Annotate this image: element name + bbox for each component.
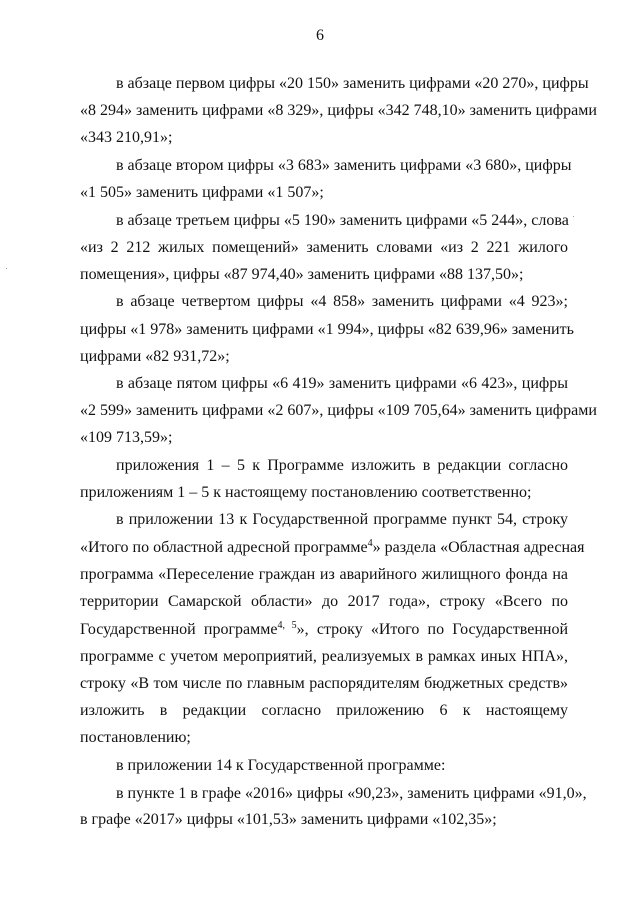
scan-speck [573,216,574,217]
text-line: цифры «1 978» заменить цифрами «1 994», цифры «82 639,96» заменить [80,321,574,338]
text-line: приложениям 1 – 5 к настоящему постановлению соответственно; [80,484,532,501]
scan-speck [6,268,7,269]
text-line: в абзаце пятом цифры «6 419» заменить цифрами «6 423», цифры [116,375,568,392]
text-line: в пункте 1 в графе «2016» цифры «90,23», заменить цифрами «91,0», [116,785,587,802]
text-line: программе с учетом мероприятий, реализуемых в рамках иных НПА», [80,648,568,665]
text-run: «Итого по областной адресной программе [80,539,368,556]
text-line: в абзаце третьем цифры «5 190» заменить цифрами «5 244», слова [116,212,569,229]
text-line: программа «Переселение граждан из аварийного жилищного фонда на [80,566,568,583]
text-line: «8 294» заменить цифрами «8 329», цифры «342 748,10» заменить цифрами [80,102,597,119]
text-line: постановлению; [80,729,191,746]
text-line: в графе «2017» цифры «101,53» заменить цифрами «102,35»; [80,811,497,828]
text-line: «из 2 212 жилых помещений» заменить словами «из 2 221 жилого [80,239,568,256]
text-line: в абзаце первом цифры «20 150» заменить цифрами «20 270», цифры [116,75,589,92]
text-line: строку «В том числе по главным распорядителям бюджетных средств» [80,675,568,692]
text-line: в абзаце четвертом цифры «4 858» заменить цифрами «4 923»; [116,293,568,310]
text-line: изложить в редакции согласно приложению 6 к настоящему [80,702,568,719]
text-line: приложения 1 – 5 к Программе изложить в редакции согласно [116,457,568,474]
text-line: «1 505» заменить цифрами «1 507»; [80,184,324,201]
text-line: цифрами «82 931,72»; [80,348,230,365]
text-line: территории Самарской области» до 2017 года», строку «Всего по [80,593,568,610]
text-run: », строку «Итого по Государственной [296,621,569,638]
text-line: «343 210,91»; [80,129,173,146]
text-line: в абзаце втором цифры «3 683» заменить цифрами «3 680», цифры [116,157,572,174]
text-line: помещения», цифры «87 974,40» заменить цифрами «88 137,50»; [80,266,524,283]
text-line: «2 599» заменить цифрами «2 607», цифры «109 705,64» заменить цифрами [80,402,597,419]
footnote-ref: 4 [367,538,373,549]
text-line: в приложении 13 к Государственной программе пункт 54, строку [116,511,568,528]
text-run: » раздела «Областная адресная [372,539,585,556]
text-run: Государственной программе [80,621,278,638]
text-line: «109 713,59»; [80,429,173,446]
text-line [80,538,585,558]
footnote-ref: 4, 5 [277,620,297,631]
text-line [80,620,568,640]
page-number: 6 [316,27,324,44]
text-line: в приложении 14 к Государственной программе: [116,757,446,774]
